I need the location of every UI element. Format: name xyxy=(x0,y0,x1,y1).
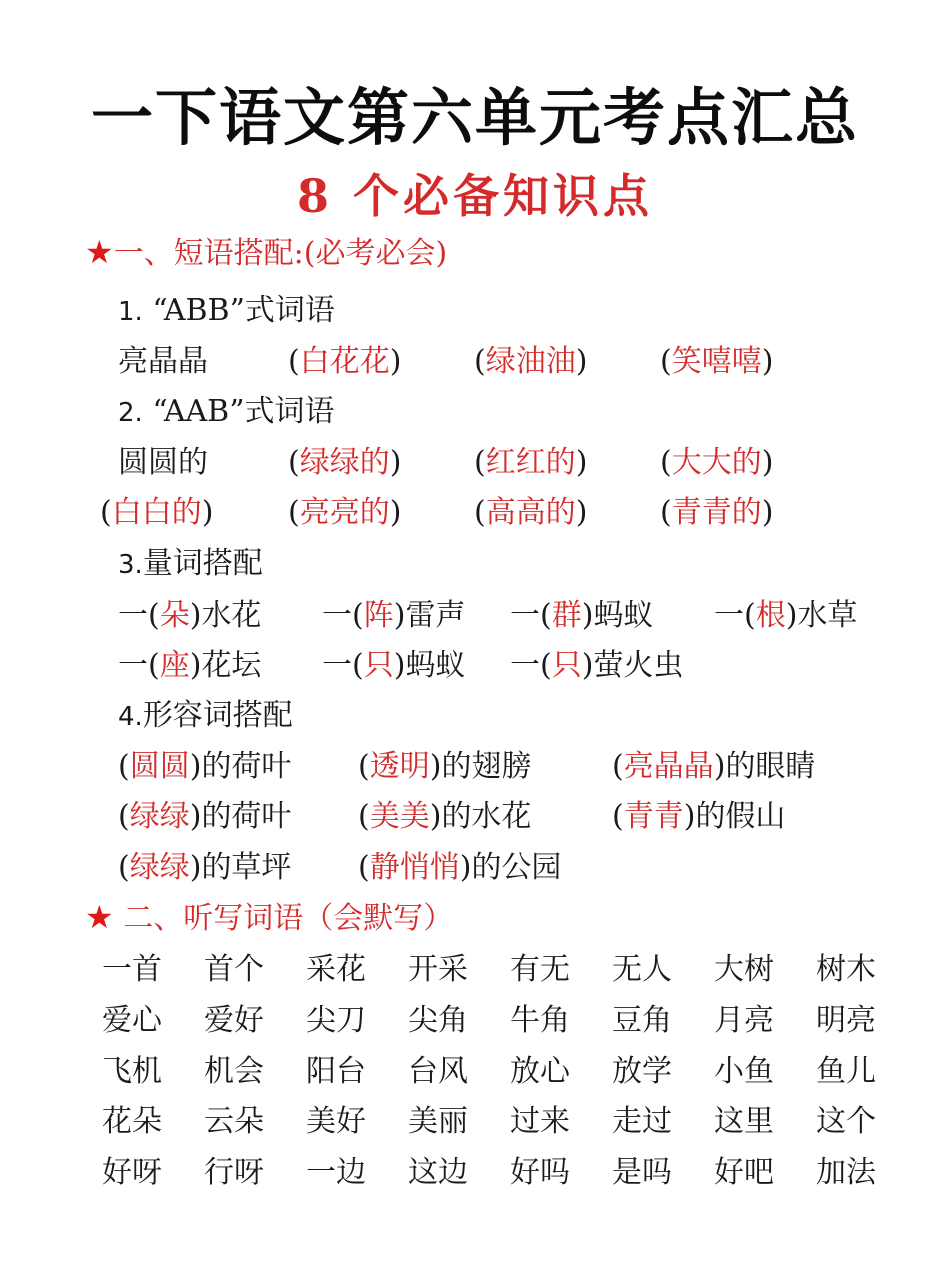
adj-item-8: (静悄悄)的公园 xyxy=(358,850,562,885)
adj-label-text: 形容词搭配 xyxy=(142,698,293,733)
aab-answer-5: (亮亮的) xyxy=(288,495,402,530)
dictation-word: 行呀 xyxy=(204,1155,264,1190)
adj-item-2: (透明)的翅膀 xyxy=(358,749,532,784)
dictation-word: 美好 xyxy=(306,1104,366,1139)
dictation-word: 好吧 xyxy=(714,1155,774,1190)
dictation-word: 鱼儿 xyxy=(816,1054,876,1089)
dictation-word: 一首 xyxy=(102,952,162,987)
adj-item-1: (圆圆)的荷叶 xyxy=(118,749,292,784)
dictation-word: 开采 xyxy=(408,952,468,987)
aab-label xyxy=(118,386,335,430)
dictation-word: 采花 xyxy=(306,952,366,987)
dictation-word: 是吗 xyxy=(612,1155,672,1190)
abb-answer-1: (白花花) xyxy=(288,344,402,379)
dictation-word: 加法 xyxy=(816,1155,876,1190)
measure-item-6: 一(只)蚂蚁 xyxy=(322,648,466,683)
dictation-word: 阳台 xyxy=(306,1054,366,1089)
section-1-heading xyxy=(85,228,447,272)
dictation-word: 树木 xyxy=(816,952,876,987)
adj-label xyxy=(118,690,293,734)
abb-answer-3: (笑嘻嘻) xyxy=(660,344,774,379)
dictation-word: 无人 xyxy=(612,952,672,987)
aab-answer-7: (青青的) xyxy=(660,495,774,530)
measure-item-5: 一(座)花坛 xyxy=(118,648,262,683)
dictation-word: 好吗 xyxy=(510,1155,570,1190)
measure-label-num: 3. xyxy=(118,550,143,580)
dictation-word: 牛角 xyxy=(510,1003,570,1038)
dictation-word: 美丽 xyxy=(408,1104,468,1139)
page-subtitle: 8 个必备知识点 xyxy=(296,169,654,223)
dictation-word: 放学 xyxy=(612,1054,672,1089)
measure-item-7: 一(只)萤火虫 xyxy=(510,648,684,683)
aab-answer-2: (红红的) xyxy=(474,445,588,480)
dictation-word: 豆角 xyxy=(612,1003,672,1038)
dictation-word: 花朵 xyxy=(102,1104,162,1139)
measure-item-2: 一(阵)雷声 xyxy=(322,598,466,633)
aab-answer-4: (白白的) xyxy=(100,495,214,530)
abb-label-text: “ABB”式词语 xyxy=(152,293,335,328)
aab-given: 圆圆的 xyxy=(118,445,208,480)
abb-label-num: 1. xyxy=(118,297,143,327)
dictation-word: 月亮 xyxy=(714,1003,774,1038)
dictation-word: 机会 xyxy=(204,1054,264,1089)
star-icon: ★ xyxy=(85,898,114,936)
dictation-word: 过来 xyxy=(510,1104,570,1139)
dictation-word: 云朵 xyxy=(204,1104,264,1139)
adj-item-4: (绿绿)的荷叶 xyxy=(118,799,292,834)
measure-item-1: 一(朵)水花 xyxy=(118,598,262,633)
aab-answer-1: (绿绿的) xyxy=(288,445,402,480)
dictation-word: 这里 xyxy=(714,1104,774,1139)
adj-item-5: (美美)的水花 xyxy=(358,799,532,834)
star-icon: ★ xyxy=(85,233,114,271)
adj-item-7: (绿绿)的草坪 xyxy=(118,850,292,885)
measure-label xyxy=(118,538,263,582)
dictation-word: 这个 xyxy=(816,1104,876,1139)
dictation-word: 爱好 xyxy=(204,1003,264,1038)
measure-item-3: 一(群)蚂蚁 xyxy=(510,598,654,633)
dictation-word: 爱心 xyxy=(102,1003,162,1038)
dictation-word: 小鱼 xyxy=(714,1054,774,1089)
dictation-word: 明亮 xyxy=(816,1003,876,1038)
dictation-word: 台风 xyxy=(408,1054,468,1089)
dictation-word: 一边 xyxy=(306,1155,366,1190)
dictation-word: 放心 xyxy=(510,1054,570,1089)
aab-label-text: “AAB”式词语 xyxy=(152,394,335,429)
dictation-word: 尖角 xyxy=(408,1003,468,1038)
section-1-heading-text: 一、短语搭配:(必考必会) xyxy=(113,236,448,271)
aab-answer-6: (高高的) xyxy=(474,495,588,530)
dictation-word: 好呀 xyxy=(102,1155,162,1190)
section-2-heading-text: 二、听写词语（会默写） xyxy=(123,901,454,936)
adj-item-6: (青青)的假山 xyxy=(612,799,786,834)
dictation-word: 有无 xyxy=(510,952,570,987)
dictation-word: 这边 xyxy=(408,1155,468,1190)
abb-label xyxy=(118,285,335,329)
page-title: 一下语文第六单元考点汇总 xyxy=(90,81,859,154)
measure-label-text: 量词搭配 xyxy=(142,546,263,581)
dictation-word: 大树 xyxy=(714,952,774,987)
aab-label-num: 2. xyxy=(118,398,143,428)
measure-item-4: 一(根)水草 xyxy=(714,598,858,633)
dictation-word: 飞机 xyxy=(102,1054,162,1089)
section-2-heading xyxy=(85,893,453,937)
aab-answer-3: (大大的) xyxy=(660,445,774,480)
dictation-word: 首个 xyxy=(204,952,264,987)
dictation-word: 走过 xyxy=(612,1104,672,1139)
dictation-word: 尖刀 xyxy=(306,1003,366,1038)
adj-label-num: 4. xyxy=(118,702,143,732)
adj-item-3: (亮晶晶)的眼睛 xyxy=(612,749,816,784)
abb-given: 亮晶晶 xyxy=(118,344,208,379)
abb-answer-2: (绿油油) xyxy=(474,344,588,379)
